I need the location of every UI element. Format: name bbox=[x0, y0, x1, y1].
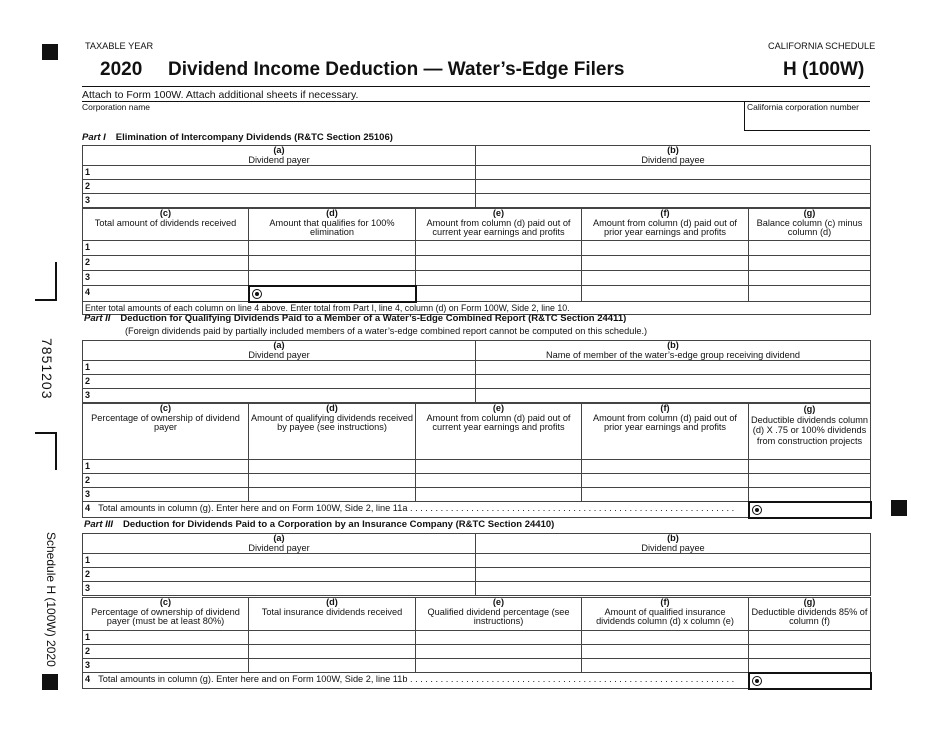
part1-col-a-header: (a) Dividend payer bbox=[83, 146, 476, 166]
part2-line-3-g[interactable] bbox=[749, 488, 871, 502]
part1-line-2-g[interactable] bbox=[749, 256, 871, 271]
part2-line-3-f[interactable] bbox=[582, 488, 749, 502]
corporation-name-field[interactable] bbox=[82, 113, 742, 131]
part1-col-g-header: (g) Balance column (c) minus column (d) bbox=[749, 209, 871, 241]
part3-line-3-e[interactable] bbox=[416, 659, 582, 673]
corp-row-bottom bbox=[744, 130, 870, 131]
part2-line-1-d[interactable] bbox=[249, 460, 416, 474]
part3-line-2-b[interactable] bbox=[476, 568, 871, 582]
total-marker-icon bbox=[252, 289, 262, 299]
part3-col-b-header: (b) Dividend payee bbox=[476, 534, 871, 554]
part2-col-f-header: (f) Amount from column (d) paid out of prior year earnings and profits bbox=[582, 404, 749, 460]
corporation-number-field[interactable] bbox=[747, 113, 867, 131]
part1-line-4-g[interactable] bbox=[749, 286, 871, 302]
part1-line-1-a[interactable]: 1 bbox=[83, 166, 476, 180]
part3-line-3-a[interactable]: 3 bbox=[83, 582, 476, 596]
part3-line-1-c[interactable]: 1 bbox=[83, 631, 249, 645]
part2-total-label: 4 Total amounts in column (g). Enter here and on Form 100W, Side 2, line 11a . . . . . . . . . . . . . . . . . . . . . . . . . . . . . . . . . . . . . . . . . . . . . . . . . . . . . . . . . . . . . . . . bbox=[83, 502, 749, 518]
tax-year: 2020 bbox=[100, 59, 143, 80]
side-footer: Schedule H (100W) 2020 bbox=[44, 532, 58, 667]
taxable-year-label: TAXABLE YEAR bbox=[85, 41, 154, 51]
margin-bracket bbox=[35, 432, 57, 434]
part3-table-cg bbox=[82, 597, 872, 690]
part1-line-4-e[interactable] bbox=[416, 286, 582, 302]
part1-line-2-d[interactable] bbox=[249, 256, 416, 271]
part2-line-2-f[interactable] bbox=[582, 474, 749, 488]
part3-line-3-c[interactable]: 3 bbox=[83, 659, 249, 673]
part1-col-c-header: (c) Total amount of dividends received bbox=[83, 209, 249, 241]
margin-bracket bbox=[55, 432, 57, 470]
part3-line-2-d[interactable] bbox=[249, 645, 416, 659]
part3-col-g-header: (g) Deductible dividends 85% of column (f) bbox=[749, 598, 871, 631]
part1-line-1-f[interactable] bbox=[582, 241, 749, 256]
part2-line-3-b[interactable] bbox=[476, 389, 871, 403]
part3-line-1-e[interactable] bbox=[416, 631, 582, 645]
corporation-name-label: Corporation name bbox=[82, 102, 151, 112]
part1-line-1-c[interactable]: 1 bbox=[83, 241, 249, 256]
part3-table-ab bbox=[82, 533, 871, 596]
part2-line-2-e[interactable] bbox=[416, 474, 582, 488]
part1-col-f-header: (f) Amount from column (d) paid out of prior year earnings and profits bbox=[582, 209, 749, 241]
schedule-code: H (100W) bbox=[783, 59, 865, 80]
part2-line-2-d[interactable] bbox=[249, 474, 416, 488]
part3-line-1-b[interactable] bbox=[476, 554, 871, 568]
part3-line-1-g[interactable] bbox=[749, 631, 871, 645]
part3-line-2-f[interactable] bbox=[582, 645, 749, 659]
part2-line-3-e[interactable] bbox=[416, 488, 582, 502]
part2-total-field[interactable] bbox=[749, 502, 871, 518]
part3-line-3-b[interactable] bbox=[476, 582, 871, 596]
part3-line-2-g[interactable] bbox=[749, 645, 871, 659]
part1-col-b-header: (b) Dividend payee bbox=[476, 146, 871, 166]
part3-line-3-g[interactable] bbox=[749, 659, 871, 673]
part2-line-1-a[interactable]: 1 bbox=[83, 361, 476, 375]
part2-line-2-a[interactable]: 2 bbox=[83, 375, 476, 389]
part1-line-2-c[interactable]: 2 bbox=[83, 256, 249, 271]
part2-line-3-d[interactable] bbox=[249, 488, 416, 502]
part3-col-d-header: (d) Total insurance dividends received bbox=[249, 598, 416, 631]
part1-line-2-e[interactable] bbox=[416, 256, 582, 271]
margin-bracket bbox=[55, 262, 57, 300]
part1-line-3-e[interactable] bbox=[416, 271, 582, 286]
part1-line-3-c[interactable]: 3 bbox=[83, 271, 249, 286]
part3-heading bbox=[84, 519, 554, 530]
part2-col-c-header: (c) Percentage of ownership of dividend payer bbox=[83, 404, 249, 460]
part2-line-2-c[interactable]: 2 bbox=[83, 474, 249, 488]
part2-line-1-b[interactable] bbox=[476, 361, 871, 375]
part3-line-1-f[interactable] bbox=[582, 631, 749, 645]
part1-line-1-g[interactable] bbox=[749, 241, 871, 256]
registration-mark-bottom-left bbox=[42, 674, 58, 690]
part1-line-2-f[interactable] bbox=[582, 256, 749, 271]
part2-col-e-header: (e) Amount from column (d) paid out of current year earnings and profits bbox=[416, 404, 582, 460]
part3-line-3-f[interactable] bbox=[582, 659, 749, 673]
part1-line-3-g[interactable] bbox=[749, 271, 871, 286]
part3-line-3-d[interactable] bbox=[249, 659, 416, 673]
part3-line-1-a[interactable]: 1 bbox=[83, 554, 476, 568]
corporation-number-label: California corporation number bbox=[747, 102, 859, 112]
part3-total-field[interactable] bbox=[749, 673, 871, 689]
part1-col-d-header: (d) Amount that qualifies for 100% elimination bbox=[249, 209, 416, 241]
part2-line-1-c[interactable]: 1 bbox=[83, 460, 249, 474]
registration-mark-right bbox=[891, 500, 907, 516]
part3-total-label: 4 Total amounts in column (g). Enter here and on Form 100W, Side 2, line 11b . . . . . . . . . . . . . . . . . . . . . . . . . . . . . . . . . . . . . . . . . . . . . . . . . . . . . . . . . . . . . . . . bbox=[83, 673, 749, 689]
part2-col-a-header: (a) Dividend payer bbox=[83, 341, 476, 361]
part2-line-1-g[interactable] bbox=[749, 460, 871, 474]
part1-title: Elimination of Intercompany Dividends (R&TC Section 25106) bbox=[115, 132, 393, 143]
registration-mark-top-left bbox=[42, 44, 58, 60]
part2-subtitle: (Foreign dividends paid by partially included members of a water’s-edge combined report cannot be computed on this schedule.) bbox=[125, 326, 648, 336]
part2-col-g-header: (g) Deductible dividends column (d) X .75 or 100% dividends from construction projects bbox=[749, 404, 871, 460]
attach-note: Attach to Form 100W. Attach additional sheets if necessary. bbox=[82, 89, 359, 101]
total-marker-icon bbox=[752, 505, 762, 515]
part3-line-2-c[interactable]: 2 bbox=[83, 645, 249, 659]
part1-line-1-e[interactable] bbox=[416, 241, 582, 256]
form-number: 7851203 bbox=[39, 338, 55, 400]
part3-title: Deduction for Dividends Paid to a Corporation by an Insurance Company (R&TC Section 24410) bbox=[123, 519, 555, 530]
part1-label: Part I bbox=[82, 132, 106, 143]
part1-line-4-d[interactable] bbox=[249, 286, 416, 302]
part3-line-1-d[interactable] bbox=[249, 631, 416, 645]
part1-line-2-a[interactable]: 2 bbox=[83, 180, 476, 194]
part3-line-2-a[interactable]: 2 bbox=[83, 568, 476, 582]
part2-line-2-g[interactable] bbox=[749, 474, 871, 488]
part3-col-c-header: (c) Percentage of ownership of dividend payer (must be at least 80%) bbox=[83, 598, 249, 631]
part1-line-2-b[interactable] bbox=[476, 180, 871, 194]
part1-line-4-f[interactable] bbox=[582, 286, 749, 302]
part1-line-3-a[interactable]: 3 bbox=[83, 194, 476, 208]
part1-heading bbox=[82, 132, 393, 143]
part2-heading bbox=[84, 313, 626, 324]
part2-title: Deduction for Qualifying Dividends Paid to a Member of a Water’s-Edge Combined Report (R&TC Section 24411) bbox=[120, 313, 627, 324]
part1-line-4-c[interactable]: 4 bbox=[83, 286, 249, 302]
part1-line-3-b[interactable] bbox=[476, 194, 871, 208]
part2-line-3-a[interactable]: 3 bbox=[83, 389, 476, 403]
part1-line-3-f[interactable] bbox=[582, 271, 749, 286]
corp-divider bbox=[744, 101, 745, 131]
part2-line-1-f[interactable] bbox=[582, 460, 749, 474]
part3-col-e-header: (e) Qualified dividend percentage (see instructions) bbox=[416, 598, 582, 631]
total-marker-icon bbox=[752, 676, 762, 686]
form-title: Dividend Income Deduction — Water’s-Edge Filers bbox=[168, 59, 625, 80]
margin-bracket bbox=[35, 299, 57, 301]
part3-col-a-header: (a) Dividend payer bbox=[83, 534, 476, 554]
part1-note: Enter total amounts of each column on line 4 above. Enter total from Part I, line 4, column (d) on Form 100W, Side 2, line 10. bbox=[83, 302, 871, 315]
part1-table-cg bbox=[82, 208, 871, 315]
part3-label: Part III bbox=[84, 519, 114, 530]
part2-table-ab bbox=[82, 340, 871, 403]
part1-line-1-b[interactable] bbox=[476, 166, 871, 180]
part2-col-b-header: (b) Name of member of the water’s-edge group receiving dividend bbox=[476, 341, 871, 361]
part3-col-f-header: (f) Amount of qualified insurance dividends column (d) x column (e) bbox=[582, 598, 749, 631]
header-rule bbox=[82, 86, 870, 87]
part2-line-2-b[interactable] bbox=[476, 375, 871, 389]
part2-table-cg bbox=[82, 403, 872, 519]
part1-col-e-header: (e) Amount from column (d) paid out of current year earnings and profits bbox=[416, 209, 582, 241]
part3-line-2-e[interactable] bbox=[416, 645, 582, 659]
part2-label: Part II bbox=[84, 313, 111, 324]
part1-line-1-d[interactable] bbox=[249, 241, 416, 256]
part2-line-1-e[interactable] bbox=[416, 460, 582, 474]
part2-line-3-c[interactable]: 3 bbox=[83, 488, 249, 502]
part2-col-d-header: (d) Amount of qualifying dividends received by payee (see instructions) bbox=[249, 404, 416, 460]
part1-line-3-d[interactable] bbox=[249, 271, 416, 286]
part1-table-ab bbox=[82, 145, 871, 208]
schedule-label: CALIFORNIA SCHEDULE bbox=[768, 41, 876, 51]
